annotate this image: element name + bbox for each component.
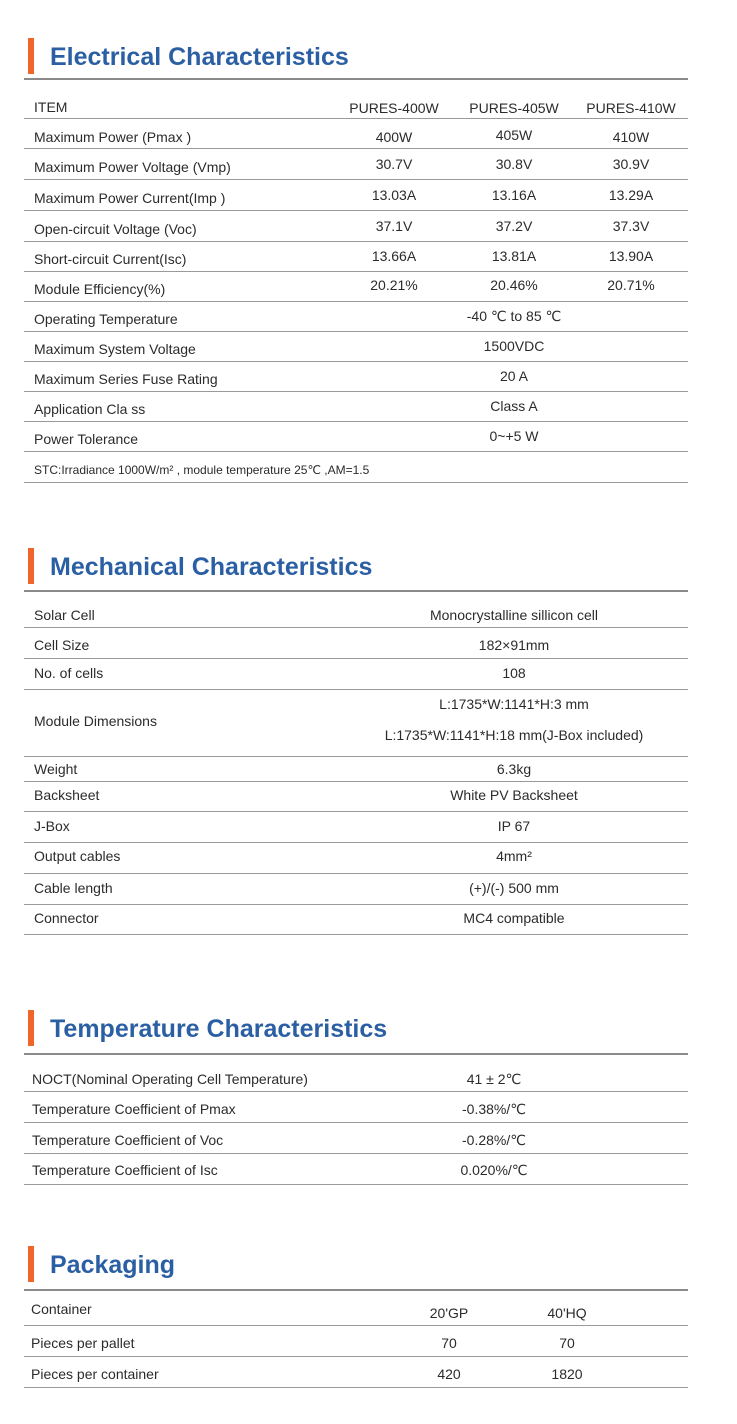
row-label: Maximum Series Fuse Rating	[34, 371, 218, 387]
row-label: Temperature Coefficient of Voc	[32, 1132, 224, 1148]
section-header	[24, 1246, 688, 1286]
row-value: -0.38%/℃	[462, 1101, 526, 1117]
column-header: 20'GP	[429, 1305, 469, 1321]
column-header-model: PURES-400W	[349, 100, 439, 116]
row-label: J-Box	[34, 818, 70, 834]
row-label: Pieces per container	[31, 1366, 159, 1382]
row-label: Weight	[34, 761, 78, 777]
table-row	[24, 1092, 688, 1123]
row-label: Backsheet	[34, 787, 100, 803]
mechanical-section	[24, 548, 688, 926]
footnote-row	[24, 452, 688, 483]
row-value: 41 ± 2℃	[466, 1071, 522, 1087]
table-row	[24, 1123, 688, 1154]
row-value: 13.66A	[371, 248, 417, 264]
row-label: Power Tolerance	[34, 431, 139, 447]
table-row	[24, 332, 688, 362]
table-row	[24, 782, 688, 812]
table-row	[24, 362, 688, 392]
table-row	[24, 659, 688, 690]
table-header-row	[24, 1291, 688, 1326]
row-value: 4mm²	[496, 848, 532, 864]
row-value: 0~+5 W	[489, 428, 539, 444]
row-value: 400W	[375, 129, 413, 145]
column-header-item: ITEM	[34, 99, 68, 115]
accent-bar	[28, 38, 34, 74]
row-label: Cable length	[34, 880, 113, 896]
row-value: 108	[502, 665, 526, 681]
row-label: Module Dimensions	[34, 713, 157, 729]
temperature-section	[24, 1010, 688, 1178]
section-title: Temperature Characteristics	[50, 1015, 388, 1043]
row-value: 30.7V	[375, 156, 413, 172]
footnote: STC:Irradiance 1000W/m² , module temperature 25℃ ,AM=1.5	[34, 463, 370, 477]
row-label: Open-circuit Voltage (Voc)	[34, 221, 197, 237]
row-value: IP 67	[497, 818, 531, 834]
electrical-section	[24, 38, 688, 477]
row-label: Module Efficiency(%)	[34, 281, 166, 297]
row-label: Maximum Power Voltage (Vmp)	[34, 159, 231, 175]
column-header: 40'HQ	[547, 1305, 587, 1321]
row-value: 410W	[612, 129, 650, 145]
row-label: Temperature Coefficient of Pmax	[32, 1101, 236, 1117]
row-label: No. of cells	[34, 665, 104, 681]
row-value: 20.46%	[490, 277, 538, 293]
table-header-row	[24, 80, 688, 119]
row-value: L:1735*W:1141*H:3 mm	[439, 696, 589, 712]
row-label: Output cables	[34, 848, 121, 864]
table-row	[24, 272, 688, 302]
row-value: Class A	[490, 398, 538, 414]
row-label: Application Cla ss	[34, 401, 146, 417]
table-row	[24, 905, 688, 935]
row-label: Operating Temperature	[34, 311, 178, 327]
row-label: NOCT(Nominal Operating Cell Temperature)	[32, 1071, 308, 1087]
table-row	[24, 149, 688, 180]
row-value: 37.2V	[495, 218, 533, 234]
table-row	[24, 302, 688, 332]
row-value: 13.29A	[608, 187, 654, 203]
table-row	[24, 812, 688, 843]
table-row	[24, 874, 688, 905]
section-header	[24, 38, 688, 78]
table-row	[24, 757, 688, 782]
table-row	[24, 843, 688, 874]
section-header	[24, 548, 688, 588]
table-row	[24, 180, 688, 211]
column-header-model: PURES-405W	[469, 100, 559, 116]
table-row	[24, 1154, 688, 1185]
row-value: (+)/(-) 500 mm	[469, 880, 559, 896]
table-row	[24, 690, 688, 757]
row-value: 6.3kg	[496, 761, 532, 777]
row-value: -40 ℃ to 85 ℃	[466, 308, 562, 324]
row-value: 405W	[495, 127, 533, 143]
column-header-container: Container	[31, 1301, 92, 1317]
table-row	[24, 392, 688, 422]
table-row	[24, 1055, 688, 1092]
row-value: 70	[559, 1335, 575, 1351]
row-label: Temperature Coefficient of Isc	[32, 1162, 218, 1178]
row-value: 20.21%	[370, 277, 418, 293]
row-value: 182×91mm	[478, 637, 550, 653]
section-title: Packaging	[50, 1251, 176, 1279]
row-value: 420	[437, 1366, 461, 1382]
row-value: 70	[441, 1335, 457, 1351]
row-label: Short-circuit Current(Isc)	[34, 251, 187, 267]
row-value: 13.90A	[608, 248, 654, 264]
row-label: Maximum Power Current(Imp )	[34, 190, 226, 206]
row-label: Pieces per pallet	[31, 1335, 135, 1351]
table-row	[24, 422, 688, 452]
row-value: 0.020%/℃	[460, 1162, 528, 1178]
row-value: 37.3V	[612, 218, 650, 234]
row-label: Cell Size	[34, 637, 90, 653]
table-row	[24, 628, 688, 659]
section-title: Mechanical Characteristics	[50, 553, 373, 581]
table-row	[24, 1326, 688, 1357]
row-value: White PV Backsheet	[450, 787, 578, 803]
row-value: Monocrystalline sillicon cell	[429, 607, 599, 623]
row-value: 13.03A	[371, 187, 417, 203]
row-value: 13.16A	[491, 187, 537, 203]
section-title: Electrical Characteristics	[50, 43, 349, 71]
row-value: 37.1V	[375, 218, 413, 234]
row-label: Maximum System Voltage	[34, 341, 196, 357]
table-row	[24, 1357, 688, 1388]
row-value: 30.9V	[612, 156, 650, 172]
row-value: 13.81A	[491, 248, 537, 264]
row-label: Solar Cell	[34, 607, 95, 623]
accent-bar	[28, 1010, 34, 1046]
section-header	[24, 1010, 688, 1050]
accent-bar	[28, 1246, 34, 1282]
row-value: 1820	[551, 1366, 583, 1382]
row-value: 30.8V	[495, 156, 533, 172]
table-row	[24, 592, 688, 628]
row-label: Maximum Power (Pmax )	[34, 129, 192, 145]
row-value: 20 A	[499, 368, 529, 384]
packaging-section	[24, 1246, 688, 1382]
accent-bar	[28, 548, 34, 584]
table-row	[24, 119, 688, 149]
row-value-secondary: L:1735*W:1141*H:18 mm(J-Box included)	[384, 727, 644, 743]
table-row	[24, 242, 688, 272]
row-value: 20.71%	[607, 277, 655, 293]
row-value: MC4 compatible	[463, 910, 565, 926]
row-value: 1500VDC	[483, 338, 545, 354]
row-label: Connector	[34, 910, 99, 926]
column-header-model: PURES-410W	[586, 100, 676, 116]
table-row	[24, 211, 688, 242]
row-value: -0.28%/℃	[462, 1132, 526, 1148]
